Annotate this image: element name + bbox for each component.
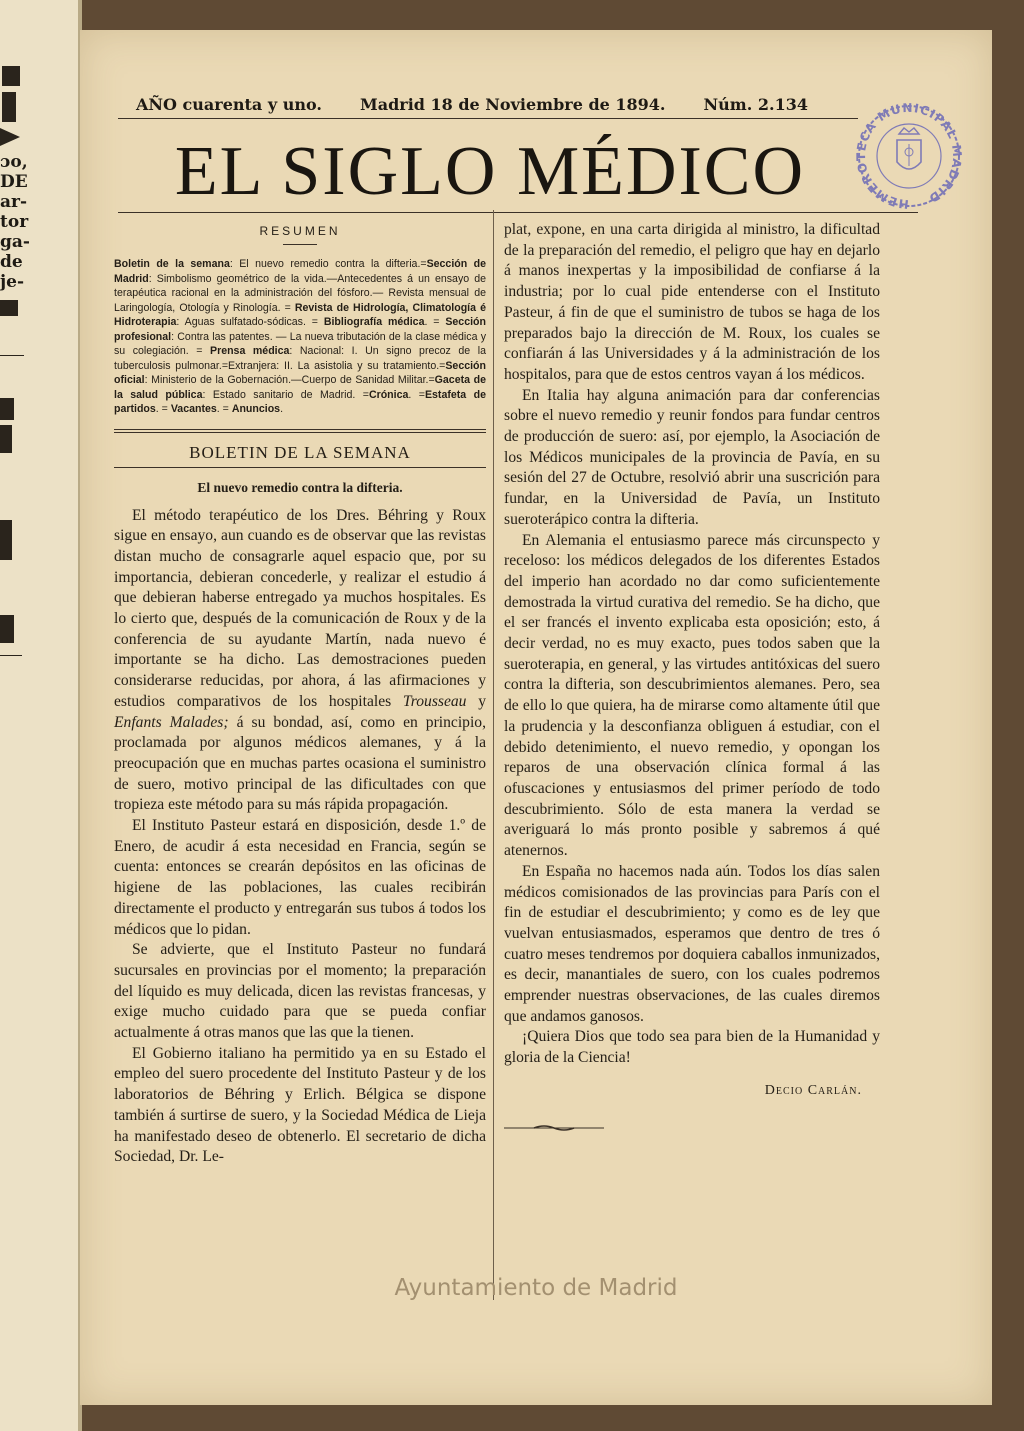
summary-item: : El nuevo remedio contra la difteria.= [229,258,427,270]
print-fragment [0,615,14,643]
watermark: Ayuntamiento de Madrid [394,1275,678,1301]
masthead-title: EL SIGLO MÉDICO [174,133,806,210]
article-paragraph: En España no hacemos nada aún. Todos los días salen médicos comisionados de las provincias para París con el fin de estudiar el descubrimiento; y como es de ley que vuelvan entusiasmados, esperamos que dentro de tres ó cuatro meses tendremos por doquiera caballos inmunizados, es decir, manantiales de suero, con los cuales podremos emprender nuestras observaciones, de las cuales diremos que andamos ganosos. [504,862,880,1025]
summary-title: RESUMEN [259,224,341,238]
left-page-text: ga- [0,232,30,252]
article-paragraph: En Italia hay alguna animación para dar conferencias sobre el nuevo remedio y reunir fondos para fundar centros de producción de suero: así, por ejemplo, la Asociación de los Médicos municipales de la provincia de Pavía, en su sesión del 27 de Octubre, resolvió abrir una suscrición para fundar, en la Universidad de Pavía, un Instituto sueroterápico contra la difteria. [504,386,880,528]
masthead-rule [118,212,918,213]
summary-heading: Anuncios [231,403,281,415]
stamp-text: HEMEROTECA MUNICIPAL MADRID [854,100,964,212]
summary-item: : Aguas sulfatado-sódicas. = [176,316,324,328]
article-title: El nuevo remedio contra la difteria. [197,479,403,495]
article-paragraph: En Alemania el entusiasmo parece más circunspecto y receloso: los médicos delegados de los diferentes Estados del imperio han acordado no dar como suficientemente demostrada la virtud curativa del remedio. Se ha dicho, que el ser francés el invento explicaba esta oposición; esto, á decir verdad, no es muy exacto, pues todos saben que la sueroterapia, en general, y las virtudes antitóxicas del suero contra la difteria, son descubrimientos alemanes. Pero, sea de ello lo que quiera, ha de mirarse como altamente útil que la prudencia y la desconfianza obliguen á estudiar, con el debido detenimiento, el nuevo remedio, y opongan los reparos de una observación clínica formal á las ofuscaciones y entusiasmos del primer período de todo descubrimiento. Sólo de esta manera la verdad se averiguará lo más pronto posible y sabremos á qué atenernos. [504,531,880,860]
print-fragment [2,66,20,86]
summary-heading: Boletin de la semana [114,258,230,270]
summary-heading: Sección oficial [114,359,486,386]
summary-item: : Nacional: I. Un signo precoz de la tuberculosis pulmonar.=Extranjera: II. La asistolia y su tratamiento.= [114,345,486,372]
paragraph-text: El método terapéutico de los Dres. Béhring y Roux sigue en ensayo, aun cuando es de observar que las revistas distan mucho de consagrarle aquel espacio que, por su importancia, debieran concederle, y realizar el estudio á que debieran haberse entregado ya muchos hospitales. Es lo cierto que, después de la comunicación de Roux y de la conferencia de su ayudante Martín, nada nuevo é importante se ha dicho. Las demostraciones pueden considerarse reducidas, por ahora, á las afirmaciones y estudios comparativos de los hospitales [114,506,486,710]
summary-heading: Revista de Hidrología, Climatología é Hidroterapia [114,301,486,328]
newspaper-page [80,30,992,1405]
left-page-text: tor [0,212,29,232]
summary-item: . = [216,403,232,415]
summary-item: : Contra las patentes. — La nueva tributación de la clase médica y su colegiación. = [114,330,486,357]
summary-item: . = [408,388,425,401]
article-paragraph: plat, expone, en una carta dirigida al ministro, la dificultad de la preparación del remedio, el peligro que hay en dejarlo á manos inexpertas y la imposibilidad de confiarse á la industria; por lo cual pide entenderse con el Instituto Pasteur, á fin de que el suministro de tubos se haga de los preparados bajo la dirección de M. Roux, los cuales se confiarán á las Universidades y á la administración de los hospitalos, para que de estos centros vayan á los médicos. [504,221,880,383]
left-page-text: je- [0,272,25,292]
summary-text [114,257,486,417]
left-page-text: DE [0,172,28,192]
print-fragment [0,398,14,420]
summary-item: . = [155,403,171,415]
summary-heading: Vacantes [170,403,217,415]
summary-item: : Ministerio de la Gobernación.—Cuerpo de Sanidad Militar.= [144,374,435,386]
hospital-name: Enfants Malades; [114,713,229,731]
issue-date: Madrid 18 de Noviembre de 1894. [360,95,666,114]
article-paragraph: El Gobierno italiano ha permitido ya en su Estado el empleo del suero procedente del Instituto Pasteur y de los laboratorios de Béhring y Erlich. Bélgica se dispone también á surtirse de suero, y la Sociedad Médica de Lieja ha manifestado deseo de obtenerlo. El secretario de dicha Sociedad, Dr. Le- [114,1044,486,1166]
print-fragment [0,520,12,560]
summary-heading: Bibliografía médica [323,316,425,328]
summary-heading: Prensa médica [210,345,290,357]
left-column [114,220,486,1168]
summary-item: . = [424,316,446,328]
summary-heading: Gaceta de la salud pública [114,374,486,401]
section-double-rule [114,429,486,433]
print-fragment [0,300,18,316]
summary-heading: Sección profesional [114,316,486,343]
paragraph-text: á su bondad, así, como en principio, proclamada por algunos médicos alemanes, y á la preocupación que en muchas partes ocasiona el suministro de suero, motivo principal de las dificultades con que tropieza este método para su más rápida propagación. [114,713,486,814]
summary-item: : Simbolismo geométrico de la vida.—Antecedentes á un ensayo de terapéutica racional en la administración del fósforo.— Revista mensual de Laringología, Otología y Rinología. = [114,272,486,314]
column-divider [493,210,494,1300]
left-page-text: ar- [0,192,28,212]
end-ornament-icon [504,1123,604,1133]
summary-heading: Sección de Madrid [114,258,486,285]
article-paragraph: El Instituto Pasteur estará en disposición, desde 1.º de Enero, de acudir á esta necesidad en Francia, según se cuenta: entonces se crearán depósitos en las oficinas de higiene de las poblaciones, las cuales recibirán directamente el producto y entregarán sus tubos á todos los médicos que lo pidan. [114,817,486,938]
divider [0,355,24,356]
left-page-text: de [0,252,23,272]
divider [0,655,22,656]
adjacent-page-edge [0,0,80,1431]
issue-number: Núm. 2.134 [703,95,808,114]
summary-heading: Crónica [368,388,409,401]
header-rule [118,118,858,119]
summary-item: . [280,403,284,415]
paragraph-text: y [466,692,486,710]
issue-year: AÑO cuarenta y uno. [136,95,322,114]
summary-item: : Estado sanitario de Madrid. = [202,388,369,401]
section-rule [114,467,486,468]
print-fragment [0,425,12,453]
left-page-text: ɔo, [0,152,28,172]
right-column [504,220,880,1137]
issue-header [118,95,808,114]
hospital-name: Trousseau [402,692,467,710]
author-signature: Decio Carlán. [764,1082,862,1098]
section-title: BOLETIN DE LA SEMANA [189,442,411,462]
print-fragment [2,92,16,122]
summary-heading: Estafeta de partidos [114,388,486,415]
article-paragraph: Se advierte, que el Instituto Pasteur no fundará sucursales en provincias por el momento; la preparación del líquido es muy delicada, dicen las revistas francesas, y exige mucho cuidado para que se pueda confiar actualmente á otras manos que las que la tienen. [114,941,486,1042]
print-fragment [0,128,20,146]
article-paragraph [114,506,486,817]
article-paragraph: ¡Quiera Dios que todo sea para bien de la Humanidad y gloria de la Ciencia! [504,1028,880,1067]
coat-of-arms-icon [897,128,921,169]
library-stamp [854,100,964,218]
summary-rule [283,244,317,245]
